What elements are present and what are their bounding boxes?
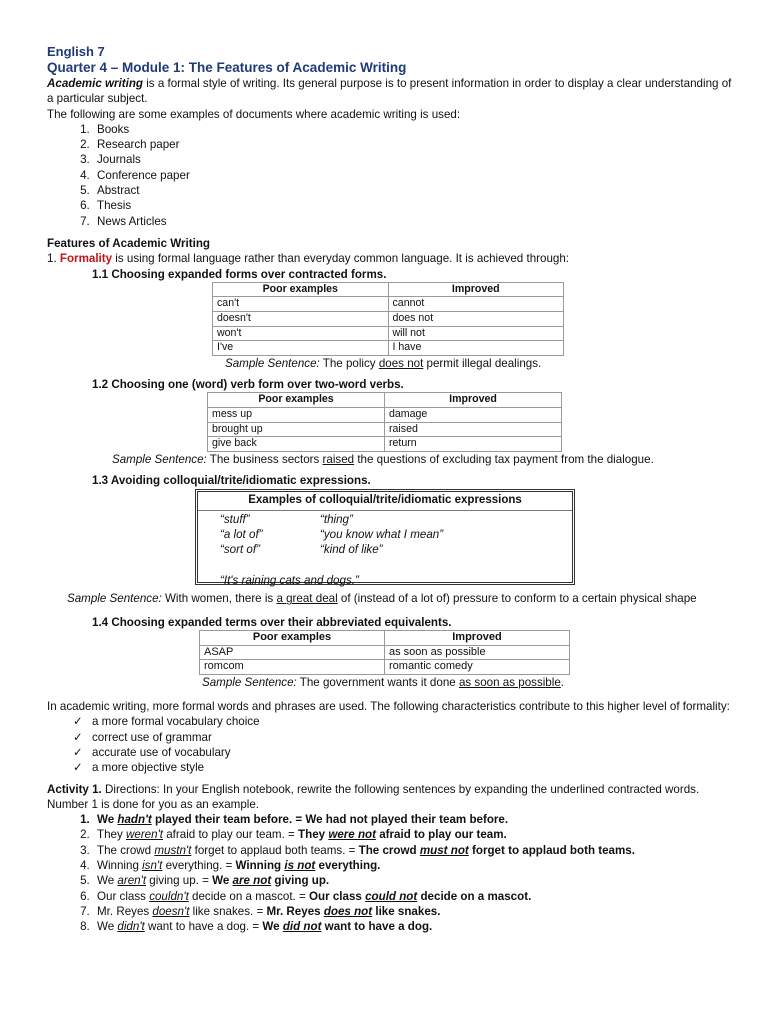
item-text: forget to applaud both teams. = xyxy=(191,843,359,857)
list-item xyxy=(73,745,737,760)
table-header: Improved xyxy=(388,282,564,297)
answer-text: We xyxy=(212,874,233,888)
box-title: Examples of colloquial/trite/idiomatic expressions xyxy=(198,492,572,510)
table-row xyxy=(208,437,562,452)
table-cell: won't xyxy=(213,326,389,341)
item-text: The crowd xyxy=(97,843,155,857)
expression: “stuff” xyxy=(220,512,250,526)
sample-text: The government wants it done xyxy=(296,675,459,689)
expression-row xyxy=(198,542,572,557)
sample-text: . xyxy=(560,675,565,689)
table-row xyxy=(213,326,564,341)
sample-label: Sample Sentence: xyxy=(112,452,207,466)
list-item: 4. Conference paper xyxy=(93,168,737,183)
answer-text: The crowd xyxy=(358,843,420,857)
document-page xyxy=(47,44,737,935)
sample-text: The business sectors xyxy=(206,452,323,466)
table-row xyxy=(213,297,564,312)
list-item xyxy=(93,843,737,858)
item-text: Our class xyxy=(97,889,150,903)
box-content xyxy=(198,511,572,588)
contraction: didn't xyxy=(117,920,145,934)
section-1-4-title: 1.4 Choosing expanded terms over their abbreviated equivalents. xyxy=(92,615,452,629)
formality-number: 1. xyxy=(47,252,60,266)
answer-text: We xyxy=(262,920,283,934)
expression: “you know what I mean” xyxy=(320,527,444,541)
table-cell: mess up xyxy=(208,408,385,423)
table-row xyxy=(213,341,564,356)
answer-text: like snakes. xyxy=(372,904,441,918)
list-item-text: a more formal vocabulary choice xyxy=(92,715,260,729)
answer-text: Winning xyxy=(235,859,285,873)
answer-text: giving up. xyxy=(271,874,330,888)
list-item xyxy=(93,873,737,888)
item-text: We xyxy=(97,920,118,934)
expanded-form: did not xyxy=(282,920,322,934)
sample-text: of (instead of a lot of) pressure to conform to a certain physical shape xyxy=(337,592,697,606)
list-item xyxy=(93,858,737,873)
item-text: decide on a mascot. = xyxy=(188,889,309,903)
expanded-form: could not xyxy=(365,889,418,903)
sample-sentence-1-3 xyxy=(67,591,737,606)
answer-text: afraid to play our team. xyxy=(375,828,507,842)
item-text: Mr. Reyes xyxy=(97,904,153,918)
contraction: weren't xyxy=(126,828,164,842)
table-cell: damage xyxy=(385,408,562,423)
sample-underlined: does not xyxy=(378,356,424,370)
list-item: 1. Books xyxy=(93,122,737,137)
table-cell: does not xyxy=(388,312,564,327)
expression: “a lot of” xyxy=(220,527,263,541)
characteristics-intro: In academic writing, more formal words and phrases are used. The following characteristics contribute to this higher level of formality: xyxy=(47,700,730,714)
list-item xyxy=(93,889,737,904)
table-row xyxy=(208,408,562,423)
table-cell: raised xyxy=(385,422,562,437)
list-item xyxy=(93,904,737,919)
list-item xyxy=(93,919,737,934)
module-title: Quarter 4 – Module 1: The Features of Academic Writing xyxy=(47,60,407,75)
list-item xyxy=(93,812,737,827)
sample-label: Sample Sentence: xyxy=(67,592,162,606)
contraction: mustn't xyxy=(154,843,192,857)
expanded-form: is not xyxy=(284,859,316,873)
list-item-text: accurate use of vocabulary xyxy=(92,745,231,759)
expression: “thing” xyxy=(320,512,353,526)
sample-sentence-1-4 xyxy=(202,675,737,690)
table-row xyxy=(208,422,562,437)
expression-row xyxy=(198,512,572,527)
section-1-1-title: 1.1 Choosing expanded forms over contracted forms. xyxy=(92,267,387,281)
answer-text: decide on a mascot. xyxy=(417,889,532,903)
section-1-2-title: 1.2 Choosing one (word) verb form over two-word verbs. xyxy=(92,378,404,392)
answer-text: want to have a dog. xyxy=(321,920,433,934)
table-cell: can't xyxy=(213,297,389,312)
table-cell: as soon as possible xyxy=(385,645,570,660)
contraction: hadn't xyxy=(117,813,152,827)
table-abbreviations xyxy=(199,630,570,675)
features-heading: Features of Academic Writing xyxy=(47,236,210,250)
expression: “sort of” xyxy=(220,543,260,557)
table-header: Poor examples xyxy=(213,282,389,297)
table-cell: doesn't xyxy=(213,312,389,327)
item-text: like snakes. = xyxy=(189,904,267,918)
item-text: played their team before. = We had not played their team before. xyxy=(151,813,509,827)
expanded-form: were not xyxy=(328,828,376,842)
check-icon: ✓ xyxy=(73,730,83,744)
check-icon: ✓ xyxy=(73,745,83,759)
answer-text: Our class xyxy=(309,889,366,903)
list-item xyxy=(73,760,737,775)
table-header: Improved xyxy=(385,630,570,645)
table-cell: return xyxy=(385,437,562,452)
item-text: They xyxy=(97,828,126,842)
list-item: 5. Abstract xyxy=(93,183,737,198)
expanded-form: does not xyxy=(323,904,373,918)
table-cell: brought up xyxy=(208,422,385,437)
contraction: doesn't xyxy=(152,904,190,918)
table-verb-forms xyxy=(207,392,562,451)
activity-label: Activity 1. xyxy=(47,782,102,796)
expression-row xyxy=(198,527,572,542)
sample-sentence-1-2 xyxy=(112,452,737,467)
directions-text: Directions: In your English notebook, rewrite the following sentences by expanding the underlined contracted words. Number 1 is done for you as an example. xyxy=(47,782,700,811)
idiom-row xyxy=(198,573,572,588)
table-cell: cannot xyxy=(388,297,564,312)
table-header: Improved xyxy=(385,393,562,408)
activity-list xyxy=(47,812,737,934)
expression: “It's raining cats and dogs.” xyxy=(220,573,359,587)
check-icon: ✓ xyxy=(73,761,83,775)
characteristics-list xyxy=(47,714,737,775)
contraction: couldn't xyxy=(149,889,189,903)
item-text: Winning xyxy=(97,859,143,873)
table-cell: give back xyxy=(208,437,385,452)
table-cell: ASAP xyxy=(200,645,385,660)
expanded-form: are not xyxy=(232,874,272,888)
sample-label: Sample Sentence: xyxy=(225,356,320,370)
contraction: aren't xyxy=(117,874,147,888)
answer-text: Mr. Reyes xyxy=(266,904,324,918)
sample-text: the questions of excluding tax payment from the dialogue. xyxy=(354,452,654,466)
expanded-form: must not xyxy=(419,843,469,857)
answer-text: forget to applaud both teams. xyxy=(468,843,635,857)
item-text: We xyxy=(97,874,118,888)
answer-text: They xyxy=(298,828,329,842)
item-text: want to have a dog. = xyxy=(144,920,263,934)
sample-text: The policy xyxy=(319,356,379,370)
course-title: English 7 xyxy=(47,44,105,59)
item-text: We xyxy=(97,813,118,827)
sample-sentence-1-1 xyxy=(225,356,737,371)
list-item-text: a more objective style xyxy=(92,761,205,775)
formality-line xyxy=(47,251,737,266)
item-text: giving up. = xyxy=(146,874,213,888)
table-cell: I have xyxy=(388,341,564,356)
sample-text: With women, there is xyxy=(161,592,277,606)
examples-list xyxy=(47,122,737,229)
list-item-text: correct use of grammar xyxy=(92,730,212,744)
table-header: Poor examples xyxy=(200,630,385,645)
table-row xyxy=(200,645,570,660)
table-row xyxy=(200,660,570,675)
list-item xyxy=(73,730,737,745)
table-contracted-forms xyxy=(212,282,564,356)
expression: “kind of like” xyxy=(320,543,383,557)
intro-definition: is a formal style of writing. Its general purpose is to present information in order to display a clear understanding of a particular subject. xyxy=(47,77,732,106)
item-text: everything. = xyxy=(162,859,236,873)
check-icon: ✓ xyxy=(73,715,83,729)
table-cell: romcom xyxy=(200,660,385,675)
table-header: Poor examples xyxy=(208,393,385,408)
intro-term: Academic writing xyxy=(47,77,143,90)
table-row xyxy=(213,312,564,327)
intro-paragraph xyxy=(47,76,737,107)
formality-text: is using formal language rather than everyday common language. It is achieved through: xyxy=(112,252,570,266)
list-item: 2. Research paper xyxy=(93,137,737,152)
list-item xyxy=(73,714,737,729)
table-cell: will not xyxy=(388,326,564,341)
examples-intro: The following are some examples of documents where academic writing is used: xyxy=(47,107,461,121)
sample-underlined: as soon as possible xyxy=(458,675,561,689)
formality-term: Formality xyxy=(59,252,113,266)
colloquial-box xyxy=(197,491,573,587)
contraction: isn't xyxy=(142,859,163,873)
table-cell: romantic comedy xyxy=(385,660,570,675)
list-item: 6. Thesis xyxy=(93,198,737,213)
list-item: 3. Journals xyxy=(93,152,737,167)
list-item: 7. News Articles xyxy=(93,214,737,229)
list-item xyxy=(93,827,737,842)
sample-underlined: a great deal xyxy=(276,592,338,606)
sample-text: permit illegal dealings. xyxy=(423,356,542,370)
answer-text: everything. xyxy=(315,859,381,873)
sample-underlined: raised xyxy=(322,452,355,466)
item-text: afraid to play our team. = xyxy=(163,828,299,842)
section-1-3-title: 1.3 Avoiding colloquial/trite/idiomatic expressions. xyxy=(92,474,371,488)
activity-directions xyxy=(47,782,737,813)
table-cell: I've xyxy=(213,341,389,356)
sample-label: Sample Sentence: xyxy=(202,675,297,689)
